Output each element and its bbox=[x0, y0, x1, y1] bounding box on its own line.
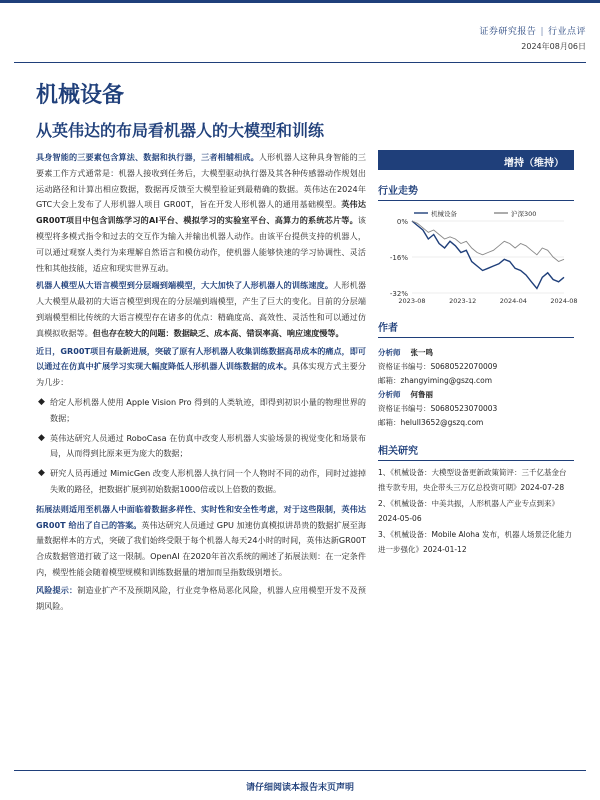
paragraph-lead: 拓展法则适用至机器人中面临着数据多样性、实时性和安全性考虑，对于这些限制，英伟达 GR00T 给出了自己的答案。 bbox=[36, 503, 366, 530]
risk-label: 风险提示： bbox=[36, 584, 78, 595]
analyst-email[interactable]: 邮箱：zhangyiming@gszq.com bbox=[378, 376, 492, 385]
related-list bbox=[378, 465, 574, 557]
report-category: 行业点评 bbox=[547, 27, 586, 37]
legend-label: 沪深300 bbox=[511, 210, 537, 218]
paragraph-5 bbox=[36, 583, 366, 615]
trend-title: 行业走势 bbox=[378, 182, 574, 201]
bullet-icon: ◆ bbox=[38, 468, 45, 479]
series-line bbox=[412, 221, 564, 262]
related-title: 相关研究 bbox=[378, 442, 574, 461]
report-headline: 从英伟达的布局看机器人的大模型和训练 bbox=[36, 121, 325, 140]
x-tick-label: 2023-08 bbox=[398, 297, 426, 305]
paragraph-lead: 机器人模型从大语言模型到分层端到端模型，大大加快了人形机器人的训练速度。 bbox=[36, 280, 334, 291]
related-item[interactable]: 3、《机械设备：Mobile Aloha 发布，机器人场景泛化能力进一步强化》2024-01-12 bbox=[378, 530, 573, 554]
industry-title: 机械设备 bbox=[36, 82, 125, 108]
main-content bbox=[36, 150, 366, 616]
paragraph-bold: 英伟达GR00T项目中包含训练学习的AI平台、模拟学习的实验室平台、高算力的系统芯片等。 bbox=[36, 199, 366, 226]
analyst-cert: 资格证书编号：S0680523070003 bbox=[378, 404, 498, 413]
footer-divider bbox=[14, 770, 586, 771]
footer-disclaimer: 请仔细阅读本报告末页声明 bbox=[245, 783, 354, 793]
paragraph-body: 人形机器人大模型从最初的大语言模型到现在的分层端到端模型，产生了巨大的变化。目前的分层端到端模型相比传统的大语言模型存在诸多的优点：精确度高、高效性、灵活性和可以通过仿真模拟收据等。 bbox=[36, 280, 366, 338]
analyst-email[interactable]: 邮箱：helulI3652@gszq.com bbox=[378, 418, 484, 427]
related-item[interactable]: 1、《机械设备：大模型设备更新政策简评：三千亿基金台推专款专用，央企带头三万亿总投资可期》2024-07-28 bbox=[378, 468, 567, 492]
paragraph-2 bbox=[36, 278, 366, 341]
analyst-label: 分析师 bbox=[378, 348, 401, 357]
x-tick-label: 2023-12 bbox=[449, 297, 477, 305]
analyst-cert: 资格证书编号：S0680522070009 bbox=[378, 362, 498, 371]
bullet-icon: ◆ bbox=[38, 432, 45, 443]
y-tick-label: -16% bbox=[389, 254, 408, 262]
analyst-label: 分析师 bbox=[378, 390, 401, 399]
paragraph-tail: 该模型将多模式指令和过去的交互作为输入并输出机器人动作。由该平台提供支持的机器人，可以通过观察人类行为来理解自然语言和模仿动作，使机器人能够快速的学习协调性、灵活性和其他技能，适应和现实世界互动。 bbox=[36, 215, 366, 273]
analyst-name: 何鲁丽 bbox=[410, 390, 433, 399]
steps-list bbox=[36, 395, 366, 498]
analyst-name: 张一鸣 bbox=[410, 348, 433, 357]
bullet-icon: ◆ bbox=[38, 396, 45, 407]
paragraph-body: 英伟达研究人员通过 GPU 加速仿真模拟讲昂贵的数据扩展至海量数据样本的方式，突破了我们始终受限于每个机器人每天24小时的时间，英伟达新GR00T合成数据管道打破了这一限制。OpenAI 在2020年首次系统的阐述了拓展法则：在一定条件内，模型性能会随着模型规模和训练数据量的增加而呈指数级别增长。 bbox=[36, 519, 366, 577]
list-item: ◆ 英伟达研究人员通过 RoboCasa 在仿真中改变人形机器人实验场景的视觉变化和场景布局，从而得到比原来更为庞大的数据； bbox=[38, 432, 366, 459]
header-meta: 证券研究报告 | 行业点评 2024年08月06日 bbox=[479, 27, 586, 51]
paragraph-lead: 近日，GR00T项目有最新进展，突破了原有人形机器人收集训练数据高昂成本的痛点，即可以通过在仿真中扩展学习实现大幅度降低人形机器人训练数据的成本。 bbox=[36, 345, 366, 372]
y-tick-label: 0% bbox=[396, 218, 408, 226]
paragraph-body: 具体实现方式主要分为几步： bbox=[36, 361, 366, 388]
paragraph-3 bbox=[36, 344, 366, 391]
report-type: 证券研究报告 bbox=[479, 27, 537, 37]
y-tick-label: -32% bbox=[389, 290, 408, 298]
x-tick-label: 2024-08 bbox=[550, 297, 578, 305]
trend-chart bbox=[378, 207, 578, 307]
report-date: 2024年08月06日 bbox=[521, 42, 586, 51]
author-block bbox=[378, 346, 574, 430]
paragraph-1 bbox=[36, 150, 366, 276]
sidebar bbox=[378, 150, 578, 558]
trend-chart-svg bbox=[378, 207, 578, 307]
related-item[interactable]: 2、《机械设备：中美共振，人形机器人产业专点到来》2024-05-06 bbox=[378, 499, 560, 523]
paragraph-bold: 但也存在较大的问题：数据缺乏、成本高、错误率高、响应速度慢等。 bbox=[92, 327, 344, 338]
list-item: ◆ 给定人形机器人使用 Apple Vision Pro 得到的人类轨迹，即得到初识小量的物理世界的数据； bbox=[38, 396, 366, 423]
paragraph-body: 人形机器人这种具身智能的三要素工作方式通常是：机器人接收到任务后，大模型驱动执行器及其各种传感器动作规划出运动路径和计算出相应数据，数据再反馈至大模型验证到最精确的数据。英伟达在2024年GTC大会上发布了人形机器人项目 GR00T，旨在开发人形机器人的通用基础模型。 bbox=[36, 152, 366, 210]
header-divider bbox=[14, 62, 586, 63]
risk-body: 制造业扩产不及预期风险，行业竞争格局恶化风险，机器人应用模型开发不及预期风险。 bbox=[36, 584, 366, 611]
author-title: 作者 bbox=[378, 319, 574, 338]
top-accent-bar bbox=[0, 0, 600, 3]
list-item: ◆ 研究人员再通过 MimicGen 改变人形机器人执行同一个人物时不同的动作，同时过滤掉失败的路径，把数据扩展到初始数据1000倍或以上倍数的数据。 bbox=[38, 468, 366, 494]
x-tick-label: 2024-04 bbox=[499, 297, 527, 305]
rating-badge: 增持（维持） bbox=[378, 150, 574, 170]
paragraph-4 bbox=[36, 502, 366, 581]
paragraph-lead: 具身智能的三要素包含算法、数据和执行器，三者相辅相成。 bbox=[36, 152, 259, 162]
legend-label: 机械设备 bbox=[431, 210, 457, 218]
